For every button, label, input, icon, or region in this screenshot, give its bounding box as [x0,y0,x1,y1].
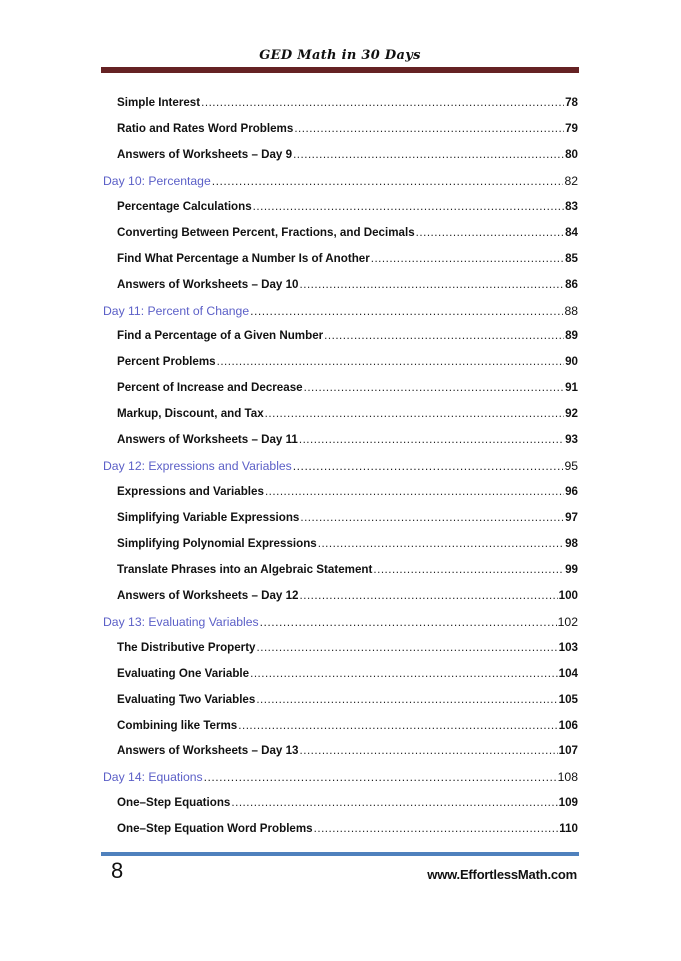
toc-entry-label: Markup, Discount, and Tax [117,407,264,421]
toc-section-entry[interactable] [103,691,578,717]
dot-leader [300,742,558,760]
dot-leader [238,717,557,735]
header-divider [101,67,579,73]
toc-entry-page: 91 [565,381,578,395]
toc-entry-page: 102 [557,614,578,629]
dot-leader [416,224,564,242]
toc-entry-page: 99 [565,562,578,576]
toc-entry-label: The Distributive Property [117,640,256,654]
toc-entry-label: Simplifying Polynomial Expressions [117,536,317,550]
toc-section-entry[interactable] [103,327,578,353]
dot-leader [318,535,564,553]
dot-leader [253,198,564,216]
toc-entry-page: 90 [565,355,578,369]
dot-leader [300,509,564,527]
toc-entry-label: Day 12: Expressions and Variables [103,459,292,474]
toc-entry-page: 89 [565,329,578,343]
toc-entry-label: Day 13: Evaluating Variables [103,614,259,629]
dot-leader [217,353,565,371]
toc-chapter-entry[interactable] [103,457,578,483]
toc-entry-page: 84 [565,225,578,239]
toc-entry-page: 88 [564,303,578,318]
dot-leader [212,172,564,190]
toc-entry-page: 86 [565,277,578,291]
toc-section-entry[interactable] [103,535,578,561]
toc-chapter-entry[interactable] [103,768,578,794]
toc-section-entry[interactable] [103,561,578,587]
dot-leader [314,820,559,838]
toc-entry-label: Percentage Calculations [117,199,252,213]
toc-entry-page: 105 [558,692,578,706]
toc-entry-page: 80 [565,147,578,161]
toc-section-entry[interactable] [103,276,578,302]
dot-leader [250,302,563,320]
toc-entry-page: 82 [564,173,578,188]
toc-entry-page: 110 [559,822,578,836]
toc-entry-label: Converting Between Percent, Fractions, and Decimals [117,225,415,239]
dot-leader [294,120,564,138]
toc-section-entry[interactable] [103,120,578,146]
dot-leader [304,379,564,397]
dot-leader [256,691,557,709]
toc-entry-page: 100 [558,588,578,602]
toc-entry-page: 109 [558,796,578,810]
dot-leader [371,250,564,268]
toc-entry-label: One–Step Equation Word Problems [117,822,313,836]
toc-section-entry[interactable] [103,665,578,691]
toc-entry-label: Day 14: Equations [103,770,203,785]
toc-chapter-entry[interactable] [103,302,578,328]
toc-entry-page: 108 [557,770,578,785]
toc-entry-label: Simple Interest [117,96,201,109]
toc-entry-label: Evaluating Two Variables [117,692,256,706]
toc-entry-page: 85 [565,251,578,265]
toc-entry-page: 93 [565,433,578,447]
toc-section-entry[interactable] [103,509,578,535]
toc-entry-label: Answers of Worksheets – Day 10 [117,277,299,291]
dot-leader [260,613,557,631]
toc-entry-page: 106 [558,718,578,732]
toc-chapter-entry[interactable] [103,172,578,198]
toc-entry-page: 107 [558,744,578,758]
toc-entry-page: 79 [565,121,578,135]
dot-leader [373,561,564,579]
toc-entry-label: Answers of Worksheets – Day 9 [117,147,293,161]
dot-leader [293,146,564,164]
toc-entry-page: 96 [565,485,578,499]
website-url: www.EffortlessMath.com [427,867,577,882]
toc-section-entry[interactable] [103,353,578,379]
dot-leader [231,794,557,812]
toc-section-entry[interactable] [103,717,578,743]
toc-entry-label: Percent of Increase and Decrease [117,381,303,395]
dot-leader [300,587,558,605]
toc-entry-page: 92 [565,407,578,421]
table-of-contents [103,94,578,846]
toc-entry-page: 98 [565,536,578,550]
toc-entry-label: Answers of Worksheets – Day 12 [117,588,299,602]
dot-leader [265,405,564,423]
toc-section-entry[interactable] [103,639,578,665]
toc-section-entry[interactable] [103,250,578,276]
toc-section-entry[interactable] [103,146,578,172]
toc-entry-page: 78 [565,96,578,109]
toc-section-entry[interactable] [103,587,578,613]
toc-entry-label: Combining like Terms [117,718,238,732]
toc-section-entry[interactable] [103,431,578,457]
page-number: 8 [111,858,124,883]
toc-entry-label: Day 10: Percentage [103,173,211,188]
toc-entry-page: 83 [565,199,578,213]
toc-entry-label: Find a Percentage of a Given Number [117,329,324,343]
dot-leader [201,94,564,112]
toc-entry-label: Find What Percentage a Number Is of Another [117,251,370,265]
toc-entry-label: Ratio and Rates Word Problems [117,121,294,135]
dot-leader [204,768,557,786]
toc-section-entry[interactable] [103,379,578,405]
toc-section-entry[interactable] [103,405,578,431]
toc-section-entry[interactable] [103,794,578,820]
toc-entry-label: One–Step Equations [117,796,231,810]
dot-leader [250,665,558,683]
dot-leader [299,431,564,449]
toc-section-entry[interactable] [103,742,578,768]
toc-entry-label: Answers of Worksheets – Day 13 [117,744,299,758]
toc-entry-label: Simplifying Variable Expressions [117,511,300,524]
toc-entry-page: 103 [558,640,578,654]
dot-leader [300,276,565,294]
toc-entry-page: 95 [564,459,578,474]
dot-leader [293,457,564,475]
footer-divider [101,852,579,856]
toc-entry-label: Evaluating One Variable [117,666,250,680]
toc-section-entry[interactable] [103,198,578,224]
toc-section-entry[interactable] [103,94,578,120]
toc-entry-page: 104 [558,666,578,680]
dot-leader [257,639,558,657]
toc-section-entry[interactable] [103,224,578,250]
dot-leader [324,327,564,345]
toc-entry-label: Translate Phrases into an Algebraic Statement [117,562,373,576]
toc-chapter-entry[interactable] [103,613,578,639]
toc-entry-label: Day 11: Percent of Change [103,303,250,318]
running-header-title: GED Math in 30 Days [259,48,421,63]
toc-section-entry[interactable] [103,820,578,846]
toc-entry-page: 97 [565,511,578,524]
toc-entry-label: Expressions and Variables [117,485,264,499]
toc-section-entry[interactable] [103,483,578,509]
toc-entry-label: Percent Problems [117,355,216,369]
dot-leader [265,483,564,501]
toc-entry-label: Answers of Worksheets – Day 11 [117,433,298,447]
